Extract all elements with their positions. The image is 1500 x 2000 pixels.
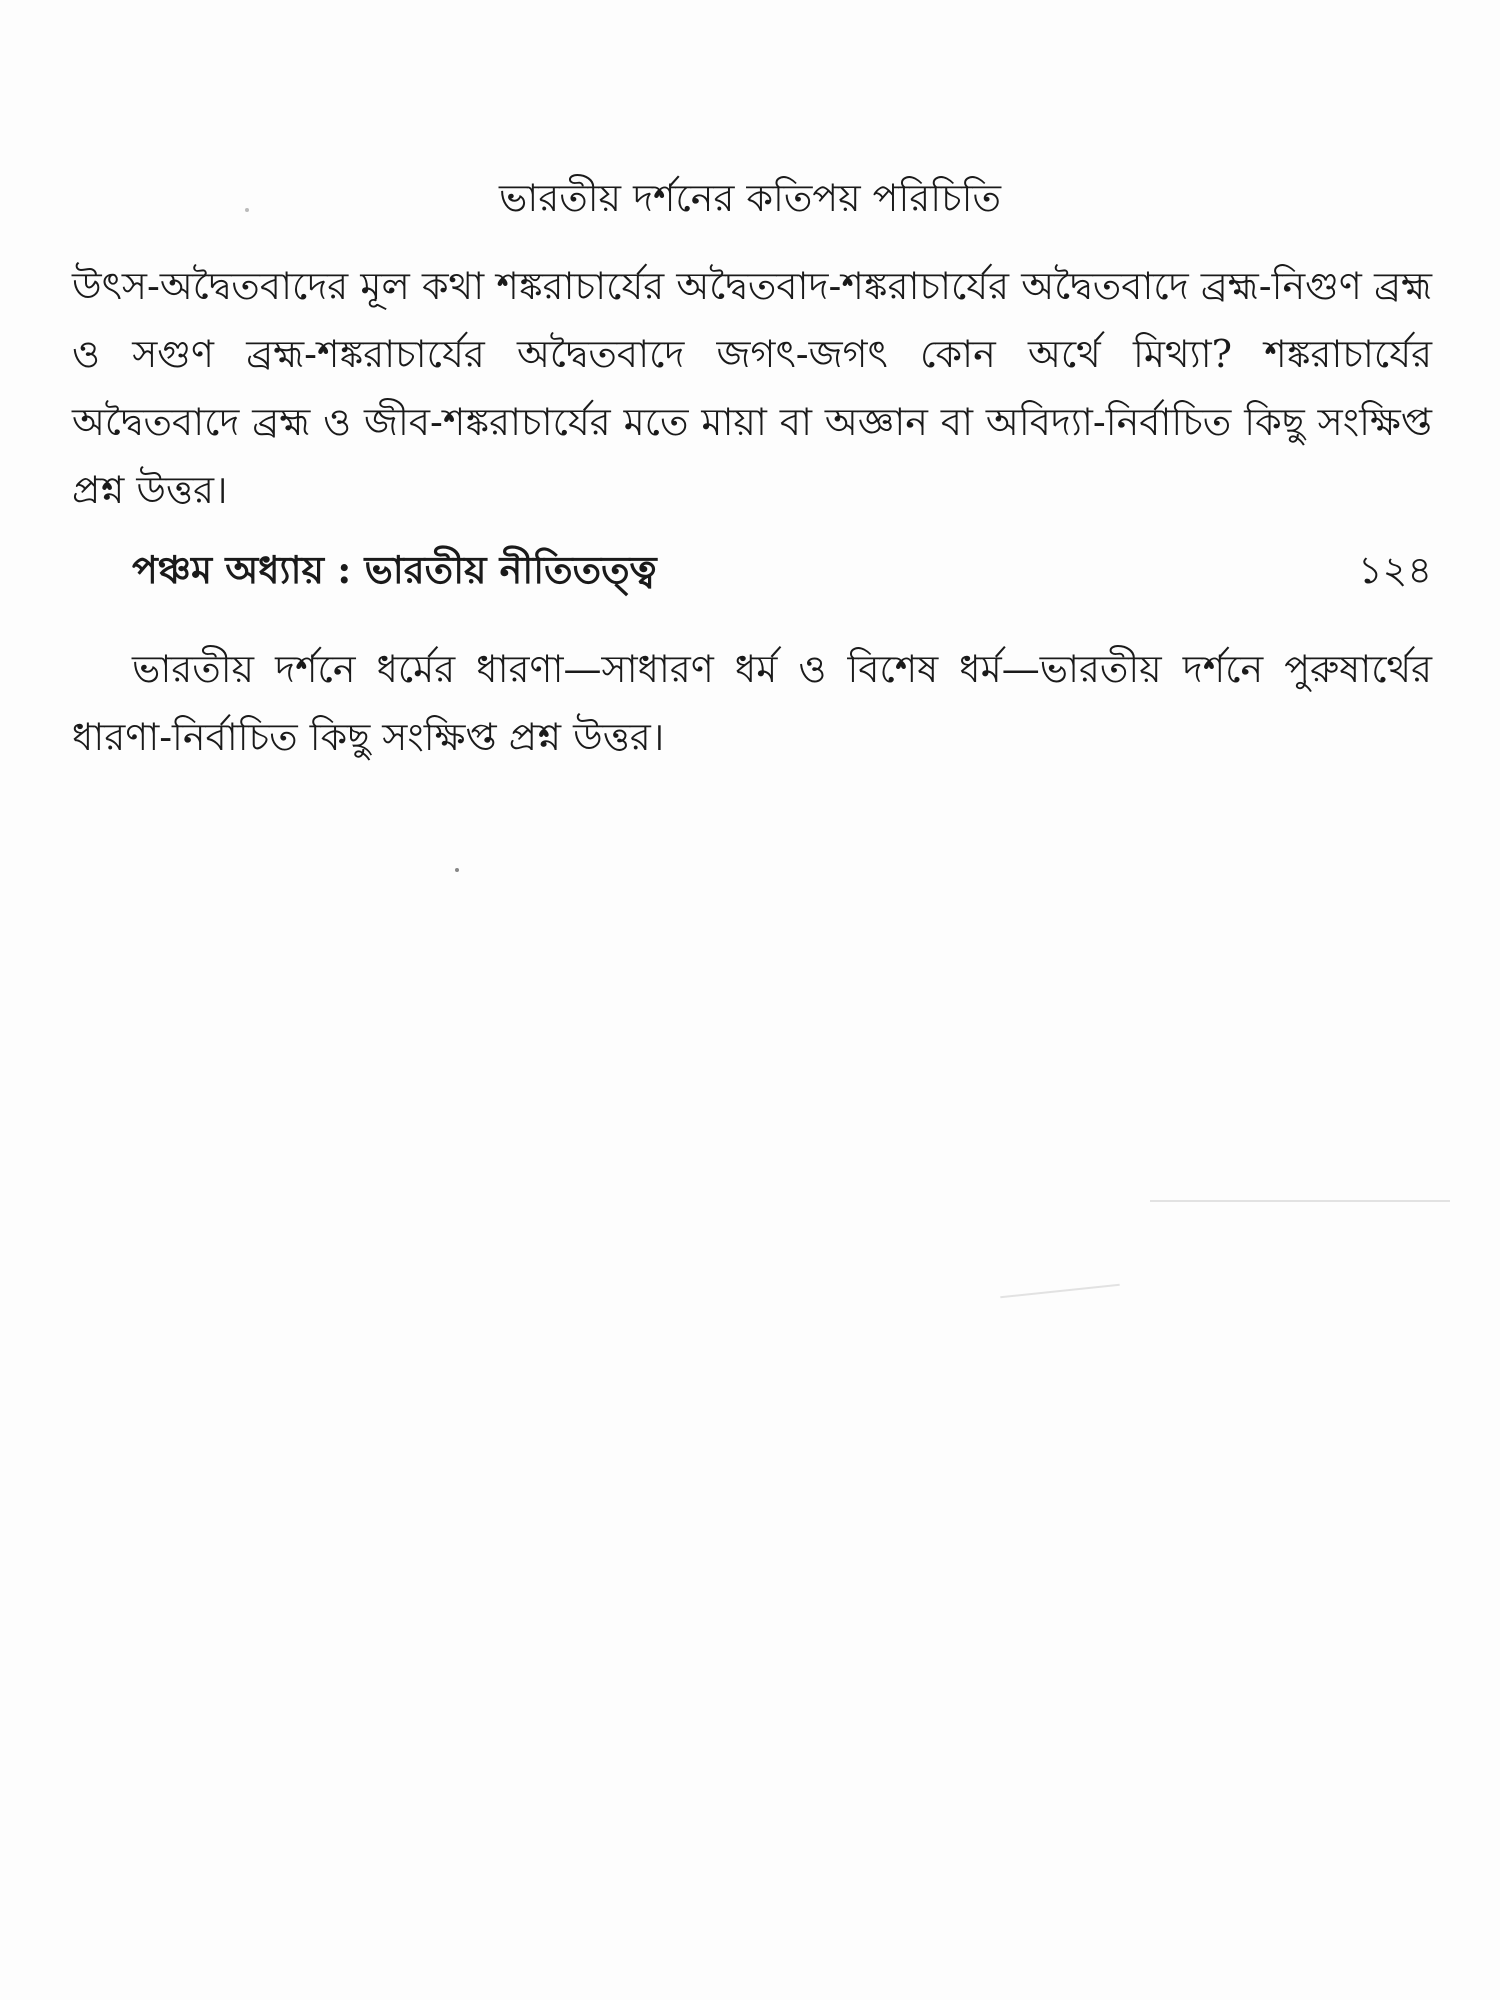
running-header: ভারতীয় দর্শনের কতিপয় পরিচিতি <box>498 176 1002 220</box>
contents-paragraph: ভারতীয় দর্শনে ধর্মের ধারণা—সাধারণ ধর্ম ও বিশেষ ধর্ম—ভারতীয় দর্শনে পুরুষার্থের ধারণা-নির্বাচিত কিছু সংক্ষিপ্ত প্রশ্ন উত্তর। <box>72 647 1432 759</box>
contents-paragraph: উৎস-অদ্বৈতবাদের মূল কথা শঙ্করাচার্যের অদ্বৈতবাদ-শঙ্করাচার্যের অদ্বৈতবাদে ব্রহ্ম-নিগুণ ব্রহ্ম ও সগুণ ব্রহ্ম-শঙ্করাচার্যের অদ্বৈতবাদে জগৎ-জগৎ কোন অর্থে মিথ্যা? শঙ্করাচার্যের অদ্বৈতবাদে ব্রহ্ম ও জীব-শঙ্করাচার্যের মতে মায়া বা অজ্ঞান বা অবিদ্যা-নির্বাচিত কিছু সংক্ষিপ্ত প্রশ্ন উত্তর। <box>72 264 1432 512</box>
scan-artifact-line <box>1000 1284 1120 1299</box>
chapter-title: পঞ্চম অধ্যায় : ভারতীয় নীতিতত্ত্ব <box>132 547 657 592</box>
scan-artifact-dot <box>245 208 249 212</box>
scan-artifact-dot <box>455 868 459 872</box>
chapter-page-number: ১২৪ <box>1357 548 1432 592</box>
chapter-entry <box>132 538 1432 602</box>
scan-artifact-line <box>1150 1200 1450 1202</box>
